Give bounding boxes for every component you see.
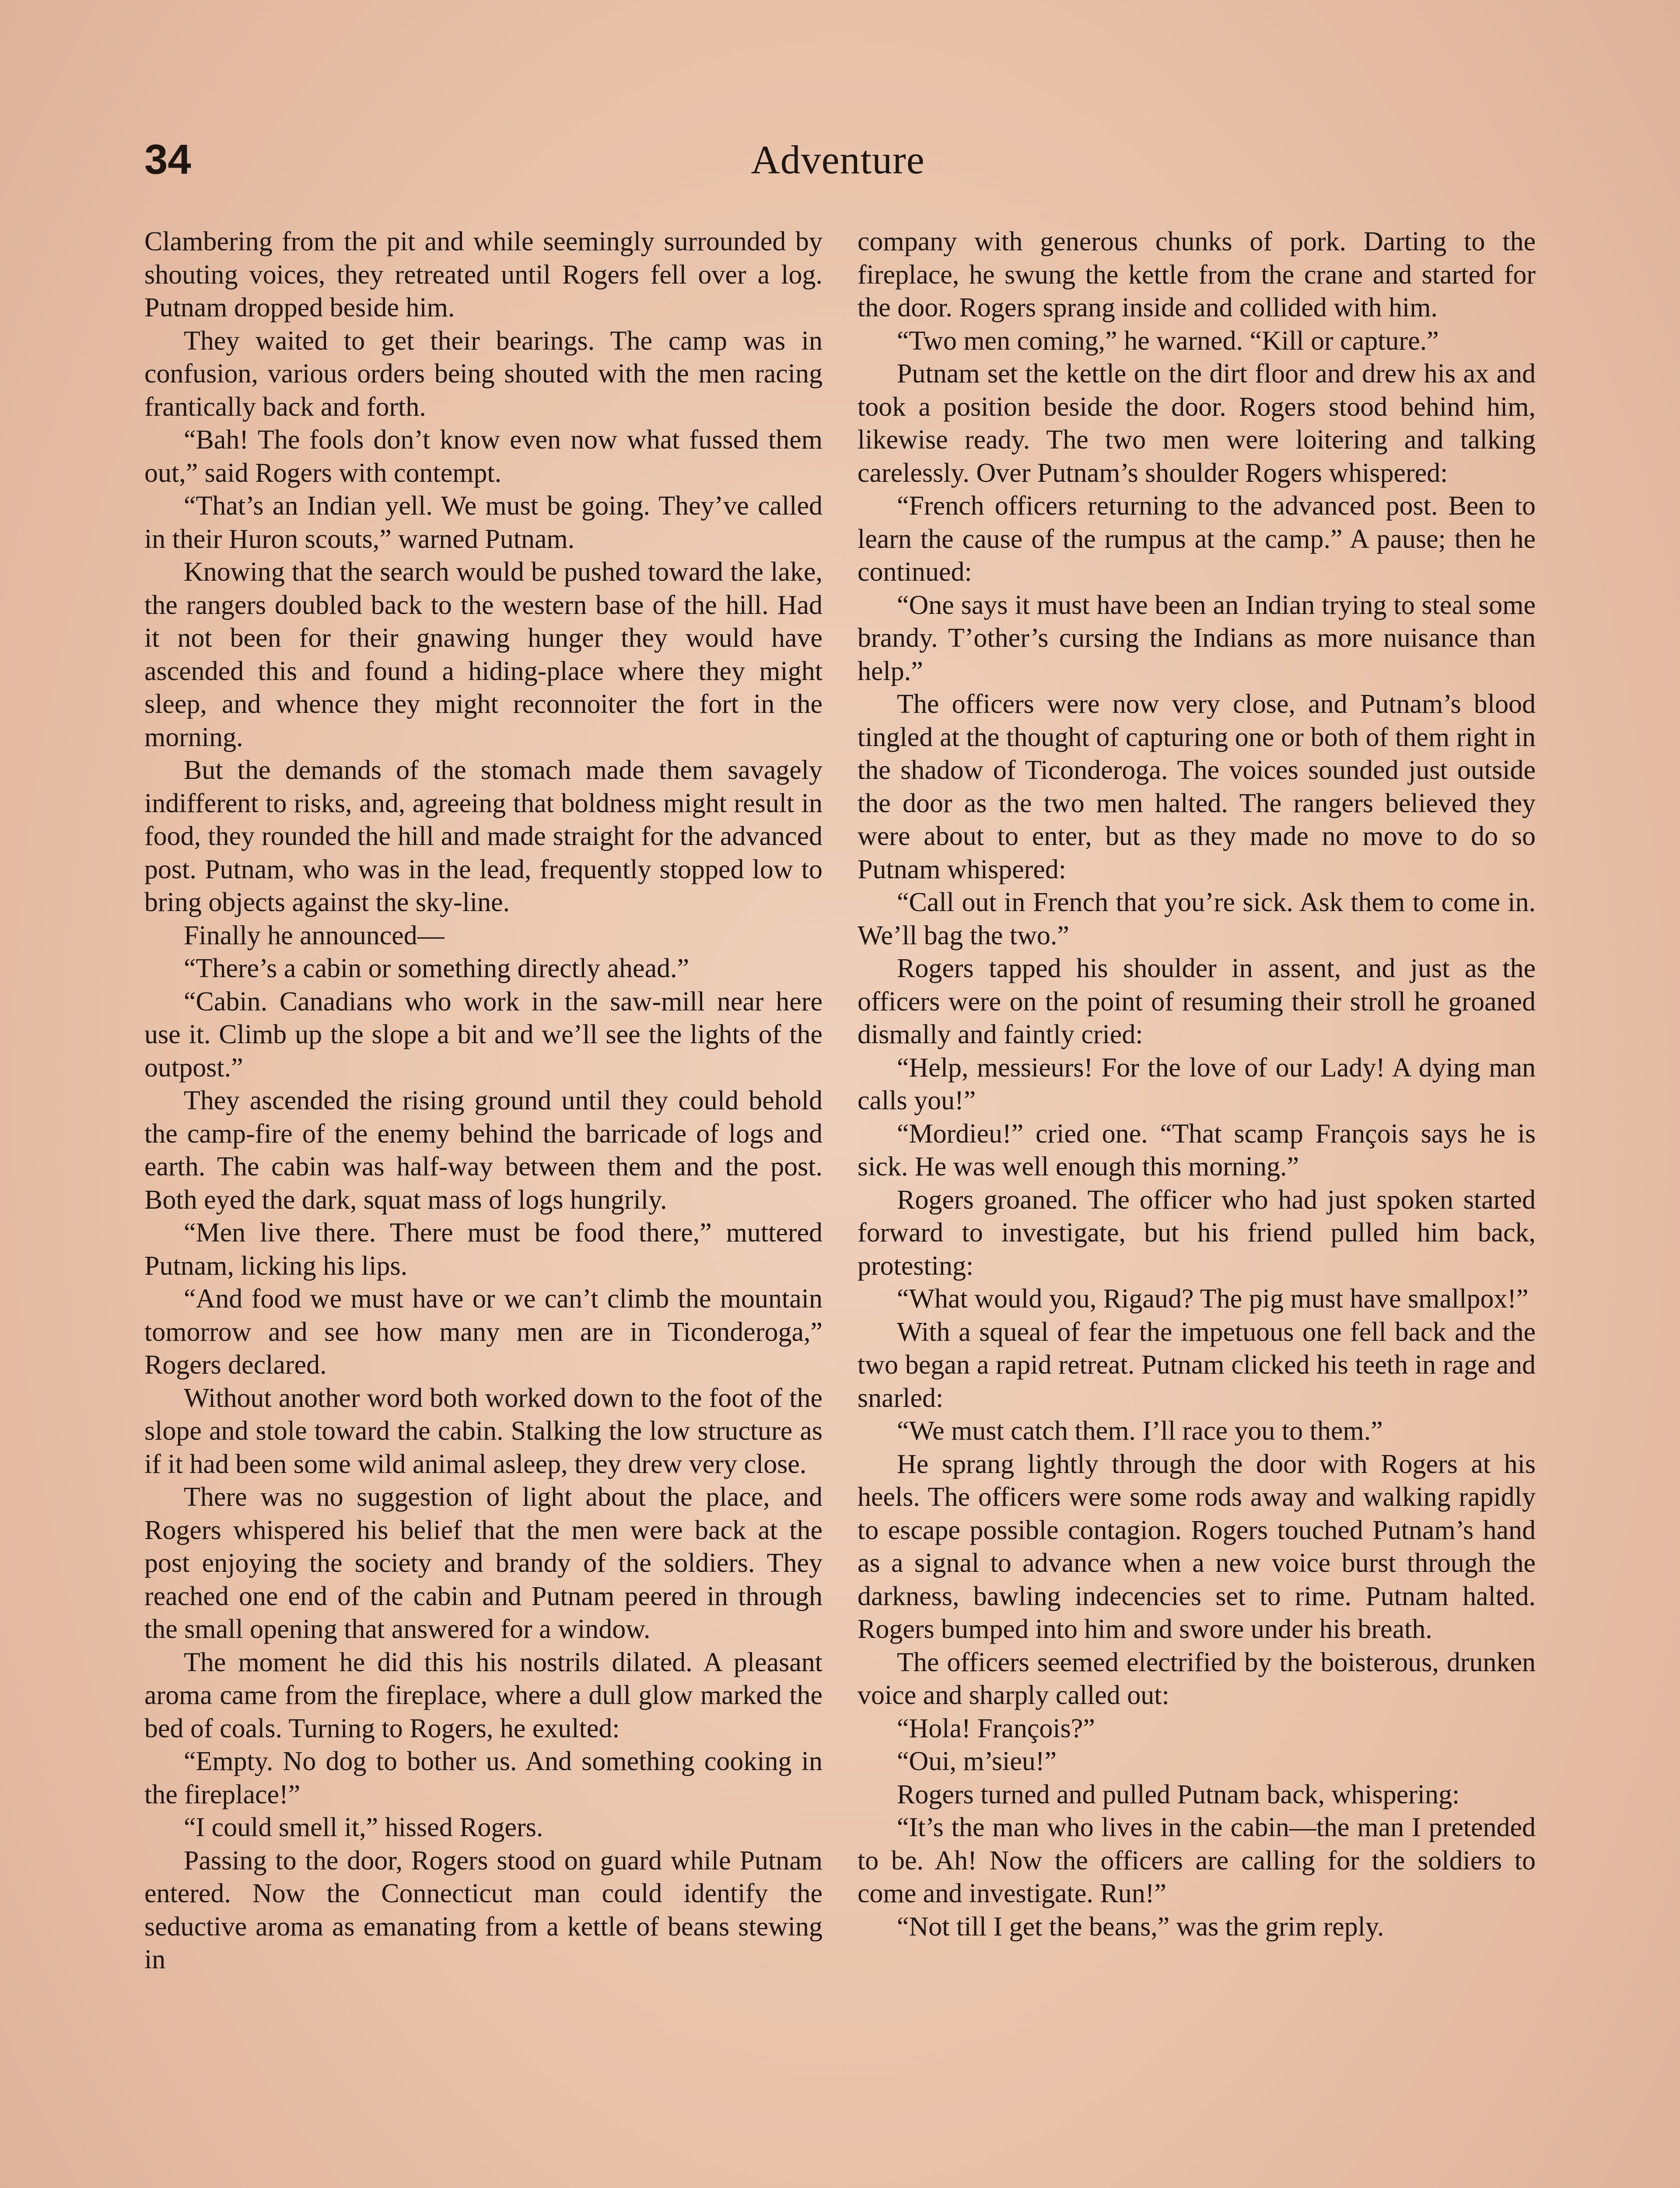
paragraph: “And food we must have or we can’t climb the mountain tomorrow and see how many men are in Ticonderoga,” Rogers declared.: [144, 1284, 822, 1380]
paragraph: “Bah! The fools don’t know even now what fussed them out,” said Rogers with contempt.: [144, 425, 822, 488]
paragraph: “Oui, m’sieu!”: [897, 1746, 1057, 1776]
paragraph: Rogers turned and pulled Putnam back, whispering:: [897, 1779, 1460, 1809]
paragraph: “Men live there. There must be food there,” muttered Putnam, licking his lips.: [144, 1218, 822, 1281]
paragraph: Rogers groaned. The officer who had just spoken started forward to investigate, but his friend pulled him back, protesting:: [858, 1185, 1536, 1281]
right-text-column: [858, 225, 1536, 2188]
running-title: Adventure: [751, 137, 925, 182]
paragraph: “We must catch them. I’ll race you to them.”: [897, 1416, 1383, 1446]
paragraph: “What would you, Rigaud? The pig must have smallpox!”: [897, 1284, 1529, 1314]
paragraph: He sprang lightly through the door with Rogers at his heels. The officers were some rods away and walking rapidly to escape possible contagion. Rogers touched Putnam’s hand as a signal to advance when a new voice burst through the darkness, bawling indecencies set to rime. Putnam halted. Rogers bumped into him and swore under his breath.: [858, 1449, 1536, 1644]
paragraph: Finally he announced—: [184, 920, 444, 950]
paragraph: Without another word both worked down to the foot of the slope and stole toward the cabin. Stalking the low structure as if it had been some wild animal asleep, they drew very close.: [144, 1383, 822, 1479]
paragraph: “There’s a cabin or something directly ahead.”: [184, 954, 690, 983]
paragraph: Rogers tapped his shoulder in assent, and just as the officers were on the point of resuming their stroll he groaned dismally and faintly cried:: [858, 954, 1536, 1049]
paragraph: With a squeal of fear the impetuous one fell back and the two began a rapid retreat. Putnam clicked his teeth in rage and snarled:: [858, 1317, 1536, 1413]
paragraph: “Not till I get the beans,” was the grim reply.: [897, 1911, 1384, 1942]
paragraph: “It’s the man who lives in the cabin—the man I pretended to be. Ah! Now the officers are calling for the soldiers to come and investigate. Run!”: [858, 1813, 1536, 1908]
paragraph: They waited to get their bearings. The camp was in confusion, various orders being shouted with the men racing frantically back and forth.: [144, 326, 822, 422]
page-number: 34: [144, 136, 191, 183]
paragraph: “Mordieu!” cried one. “That scamp François says he is sick. He was well enough this morning.”: [858, 1119, 1536, 1182]
paragraph: “One says it must have been an Indian trying to steal some brandy. T’other’s cursing the Indians as more nuisance than help.”: [858, 590, 1536, 686]
paragraph: “Hola! François?”: [897, 1713, 1095, 1743]
paragraph: “Empty. No dog to bother us. And something cooking in the fireplace!”: [144, 1746, 822, 1809]
paragraph: The officers were now very close, and Putnam’s blood tingled at the thought of capturing one or both of them right in the shadow of Ticonderoga. The voices sounded just outside the door as the two men halted. The rangers believed they were about to enter, but as they made no move to do so Putnam whispered:: [858, 689, 1536, 884]
paragraph: Clambering from the pit and while seemingly surrounded by shouting voices, they retreated until Rogers fell over a log. Putnam dropped beside him.: [144, 227, 822, 323]
paragraph: There was no suggestion of light about the place, and Rogers whispered his belief that the men were back at the post enjoying the society and brandy of the soldiers. They reached one end of the cabin and Putnam peered in through the small opening that answered for a window.: [144, 1482, 822, 1644]
paragraph: But the demands of the stomach made them savagely indifferent to risks, and, agreeing that boldness might result in food, they rounded the hill and made straight for the advanced post. Putnam, who was in the lead, frequently stopped low to bring objects against the sky-line.: [144, 755, 822, 917]
paragraph: “That’s an Indian yell. We must be going. They’ve called in their Huron scouts,” warned Putnam.: [144, 491, 822, 554]
paragraph: “Cabin. Canadians who work in the saw-mill near here use it. Climb up the slope a bit and we’ll see the lights of the outpost.”: [144, 986, 822, 1083]
paragraph: “French officers returning to the advanced post. Been to learn the cause of the rumpus at the camp.” A pause; then he continued:: [858, 491, 1536, 587]
paragraph: Passing to the door, Rogers stood on guard while Putnam entered. Now the Connecticut man could identify the seductive aroma as emanating from a kettle of beans stewing in: [144, 1845, 822, 1974]
paragraph: company with generous chunks of pork. Darting to the fireplace, he swung the kettle from the crane and started for the door. Rogers sprang inside and collided with him.: [858, 227, 1536, 323]
paragraph: They ascended the rising ground until they could behold the camp-fire of the enemy behind the barricade of logs and earth. The cabin was half-way between them and the post. Both eyed the dark, squat mass of logs hungrily.: [144, 1086, 822, 1215]
paragraph: The officers seemed electrified by the boisterous, drunken voice and sharply called out:: [858, 1647, 1536, 1710]
paragraph: Putnam set the kettle on the dirt floor and drew his ax and took a position beside the door. Rogers stood behind him, likewise ready. The two men were loitering and talking carelessly. Over Putnam’s shoulder Rogers whispered:: [858, 359, 1536, 488]
paragraph: “I could smell it,” hissed Rogers.: [184, 1813, 543, 1842]
page-header: [144, 131, 1531, 188]
paragraph: “Call out in French that you’re sick. Ask them to come in. We’ll bag the two.”: [858, 887, 1536, 950]
paragraph: The moment he did this his nostrils dilated. A pleasant aroma came from the fireplace, where a dull glow marked the bed of coals. Turning to Rogers, he exulted:: [144, 1647, 822, 1743]
paragraph: “Help, messieurs! For the love of our Lady! A dying man calls you!”: [858, 1052, 1536, 1115]
left-text-column: [144, 225, 822, 2188]
paragraph: “Two men coming,” he warned. “Kill or capture.”: [897, 326, 1439, 356]
paragraph: Knowing that the search would be pushed toward the lake, the rangers doubled back to the western base of the hill. Had it not been for their gnawing hunger they would have ascended this and found a hiding-place where they might sleep, and whence they might reconnoiter the fort in the morning.: [144, 557, 822, 752]
